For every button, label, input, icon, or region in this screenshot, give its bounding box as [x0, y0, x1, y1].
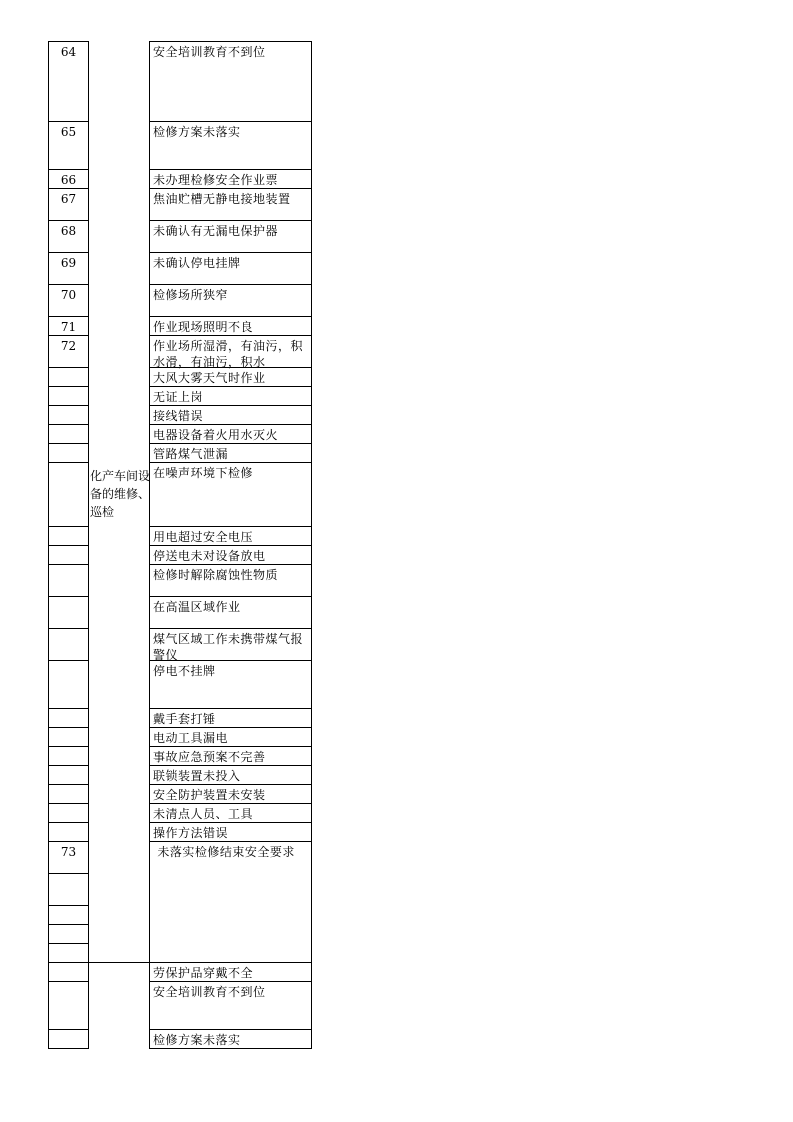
hazard-cell: [149, 121, 312, 170]
hazard-text: 未落实检修结束安全要求: [153, 845, 295, 859]
hazard-cell: [149, 367, 312, 387]
hazard-text: 电器设备着火用水灭火: [153, 428, 279, 442]
row-number-cell: [48, 765, 89, 785]
row-number-cell: [48, 462, 89, 527]
hazard-cell: [149, 284, 312, 317]
hazard-cell: [149, 386, 312, 406]
row-number-cell: [48, 708, 89, 728]
hazard-cell: [149, 803, 312, 823]
row-number-cell: [48, 443, 89, 463]
row-number-cell: [48, 526, 89, 546]
hazard-cell: [149, 708, 312, 728]
hazard-text: 用电超过安全电压: [153, 530, 254, 544]
row-number: 66: [60, 173, 77, 187]
row-number-cell: [48, 803, 89, 823]
hazard-cell: [149, 1029, 312, 1049]
hazard-cell: [149, 169, 312, 189]
hazard-text: 安全防护装置未安装: [153, 788, 266, 802]
row-number-cell: [48, 981, 89, 1030]
hazard-cell: [149, 564, 312, 597]
hazard-text: 劳保护品穿戴不全: [153, 966, 254, 980]
row-number-cell: [48, 284, 89, 317]
hazard-text: 安全培训教育不到位: [153, 45, 266, 59]
hazard-text: 未清点人员、工具: [153, 807, 254, 821]
row-number: 67: [60, 192, 77, 206]
row-number: 65: [60, 125, 77, 139]
row-number: 70: [60, 288, 77, 302]
hazard-text: 检修方案未落实: [153, 125, 241, 139]
hazard-cell: [149, 443, 312, 463]
row-number-cell: [48, 596, 89, 629]
hazard-cell: [149, 841, 312, 963]
row-number-cell: [48, 316, 89, 336]
row-number-cell: [48, 424, 89, 444]
hazard-text: 安全培训教育不到位: [153, 985, 266, 999]
hazard-cell: [149, 526, 312, 546]
department-divider: [87, 962, 150, 963]
row-number: 69: [60, 256, 77, 270]
row-number-cell: [48, 1029, 89, 1049]
hazard-cell: [149, 252, 312, 285]
row-number-cell: [48, 41, 89, 122]
row-number-cell: [48, 367, 89, 387]
hazard-cell: [149, 765, 312, 785]
row-number-cell: [48, 727, 89, 747]
hazard-cell: [149, 628, 312, 661]
department-label: 化产车间设备的维修、巡检: [90, 469, 151, 519]
department-cell: [87, 462, 151, 527]
row-number-cell: [48, 784, 89, 804]
hazard-cell: [149, 335, 312, 368]
row-number-cell: [48, 943, 89, 963]
hazard-text: 停电不挂牌: [153, 664, 216, 678]
row-number-cell: [48, 905, 89, 925]
hazard-cell: [149, 462, 312, 527]
hazard-text: 未确认停电挂牌: [153, 256, 241, 270]
row-number-cell: [48, 252, 89, 285]
hazard-cell: [149, 316, 312, 336]
hazard-cell: [149, 727, 312, 747]
row-number-cell: [48, 220, 89, 253]
hazard-text: 在高温区域作业: [153, 600, 241, 614]
row-number-cell: [48, 121, 89, 170]
hazard-text: 在噪声环境下检修: [153, 466, 254, 480]
row-number-cell: [48, 564, 89, 597]
row-number-cell: [48, 545, 89, 565]
hazard-text: 焦油贮槽无静电接地装置: [153, 192, 291, 206]
row-number-cell: [48, 628, 89, 661]
hazard-text: 大风大雾天气时作业: [153, 371, 266, 385]
row-number-cell: [48, 335, 89, 368]
hazard-text: 检修场所狭窄: [153, 288, 229, 302]
hazard-text: 作业场所湿滑，有油污，积水滑，有油污，积水: [153, 339, 304, 369]
hazard-cell: [149, 41, 312, 122]
hazard-text: 电动工具漏电: [153, 731, 229, 745]
row-number-cell: [48, 962, 89, 982]
row-number-cell: [48, 746, 89, 766]
hazard-cell: [149, 981, 312, 1030]
hazard-text: 作业现场照明不良: [153, 320, 254, 334]
hazard-text: 戴手套打锤: [153, 712, 216, 726]
hazard-cell: [149, 424, 312, 444]
hazard-cell: [149, 596, 312, 629]
row-number: 68: [60, 224, 77, 238]
hazard-text: 停送电未对设备放电: [153, 549, 266, 563]
hazard-text: 未确认有无漏电保护器: [153, 224, 279, 238]
hazard-text: 联锁装置未投入: [153, 769, 241, 783]
hazard-text: 操作方法错误: [153, 826, 229, 840]
row-number: 73: [60, 845, 77, 859]
hazard-cell: [149, 545, 312, 565]
row-number-cell: [48, 386, 89, 406]
hazard-text: 未办理检修安全作业票: [153, 173, 279, 187]
row-number-cell: [48, 924, 89, 944]
hazard-cell: [149, 746, 312, 766]
hazard-cell: [149, 188, 312, 221]
hazard-cell: [149, 962, 312, 982]
row-number-cell: [48, 822, 89, 842]
hazard-cell: [149, 784, 312, 804]
row-number-cell: [48, 660, 89, 709]
hazard-cell: [149, 220, 312, 253]
hazard-cell: [149, 822, 312, 842]
hazard-text: 事故应急预案不完善: [153, 750, 266, 764]
row-number-cell: [48, 873, 89, 906]
hazard-cell: [149, 660, 312, 709]
hazard-text: 检修方案未落实: [153, 1033, 241, 1047]
row-number: 72: [60, 339, 77, 353]
row-number: 71: [60, 320, 77, 334]
hazard-text: 煤气区域工作未携带煤气报警仪: [153, 632, 304, 662]
row-number-cell: [48, 405, 89, 425]
hazard-text: 无证上岗: [153, 390, 204, 404]
hazard-text: 管路煤气泄漏: [153, 447, 229, 461]
row-number: 64: [60, 45, 77, 59]
row-number-cell: [48, 841, 89, 874]
row-number-cell: [48, 169, 89, 189]
row-number-cell: [48, 188, 89, 221]
hazard-text: 检修时解除腐蚀性物质: [153, 568, 279, 582]
hazard-cell: [149, 405, 312, 425]
hazard-text: 接线错误: [153, 409, 204, 423]
